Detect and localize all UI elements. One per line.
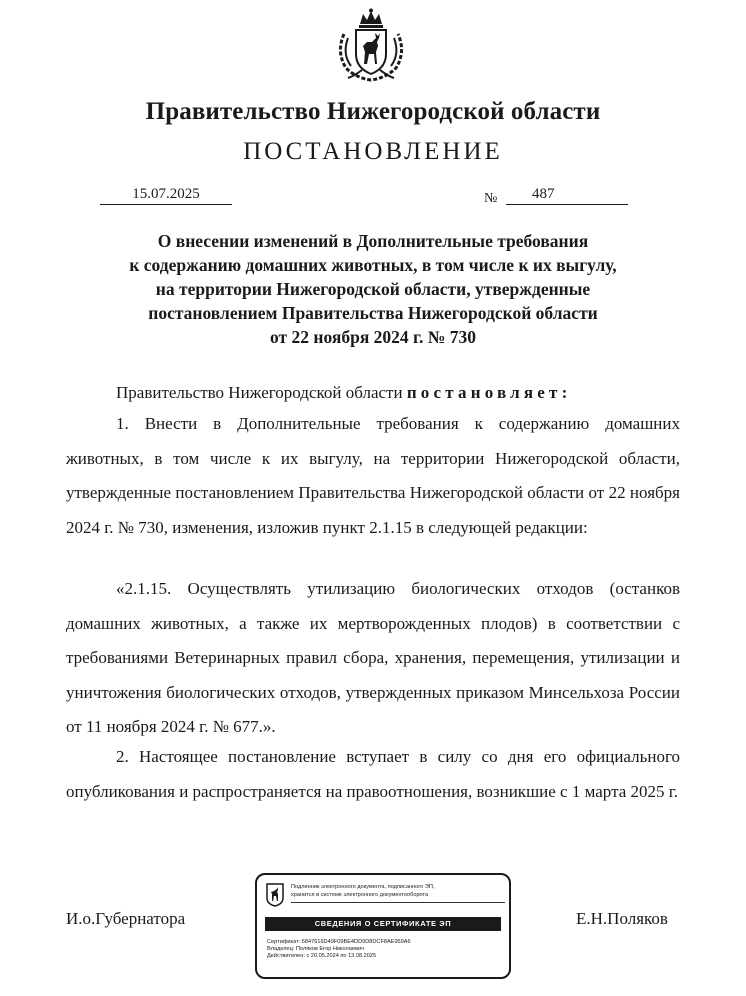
number-label: №	[484, 191, 498, 206]
document-heading	[80, 229, 666, 349]
signature-note-line: хранится в системе электронного документооборота	[291, 891, 429, 898]
document-type: ПОСТАНОВЛЕНИЕ	[243, 138, 503, 165]
electronic-signature-stamp	[255, 873, 511, 979]
certificate-owner: Владелец: Поляков Егор Николаевич	[267, 946, 365, 953]
heading-line: на территории Нижегородской области, утвержденные	[155, 279, 591, 299]
document-date: 15.07.2025	[100, 186, 232, 205]
heading-line: постановлением Правительства Нижегородской области	[148, 303, 598, 323]
preamble-keyword: постановляет:	[406, 383, 572, 402]
preamble	[116, 383, 571, 403]
signatory-name: Е.Н.Поляков	[576, 909, 668, 928]
paragraph-2: 2. Настоящее постановление вступает в силу со дня его официального опубликования и распространяется на правоотношения, возникшие с 1 марта 2025 г.	[66, 747, 680, 801]
paragraph-2115: «2.1.15. Осуществлять утилизацию биологических отходов (останков домашних животных, а также их мертворожденных плодов) в соответствии с требованиями Ветеринарных правил сбора, хранения, перемещения, утилизации и уничтожения биологических отходов, утвержденных приказом Минсельхоза России от 11 ноября 2024 г. № 677.».	[66, 579, 680, 736]
organization-title: Правительство Нижегородской области	[145, 98, 601, 125]
heading-line: к содержанию домашних животных, в том числе к их выгулу,	[129, 255, 617, 275]
signature-note-line: Подлинник электронного документа, подписанного ЭП,	[291, 884, 435, 890]
document-number: 487	[506, 186, 628, 205]
heading-line: О внесении изменений в Дополнительные требования	[157, 231, 589, 251]
coat-of-arms-icon	[334, 8, 408, 84]
heading-line: от 22 ноября 2024 г. № 730	[270, 327, 476, 347]
signatory-position: И.о.Губернатора	[66, 909, 186, 928]
certificate-id: Сертификат: 5847616D49F09BE4DD9D8DCF8AE959A6	[267, 939, 411, 945]
coat-of-arms-small-icon	[266, 883, 284, 907]
certificate-validity: Действителен: с 20.05.2024 по 13.08.2025	[267, 953, 377, 960]
paragraph-1: 1. Внести в Дополнительные требования к содержанию домашних животных, в том числе к их выгулу, на территории Нижегородской области, утвержденные постановлением Правительства Нижегородской области от 22 ноября 2024 г. № 730, изменения, изложив пункт 2.1.15 в следующей редакции:	[66, 414, 680, 537]
preamble-text: Правительство Нижегородской области	[116, 383, 403, 402]
certificate-header: СВЕДЕНИЯ О СЕРТИФИКАТЕ ЭП	[265, 917, 501, 931]
certificate-details	[267, 939, 503, 961]
signature-note	[291, 884, 505, 903]
